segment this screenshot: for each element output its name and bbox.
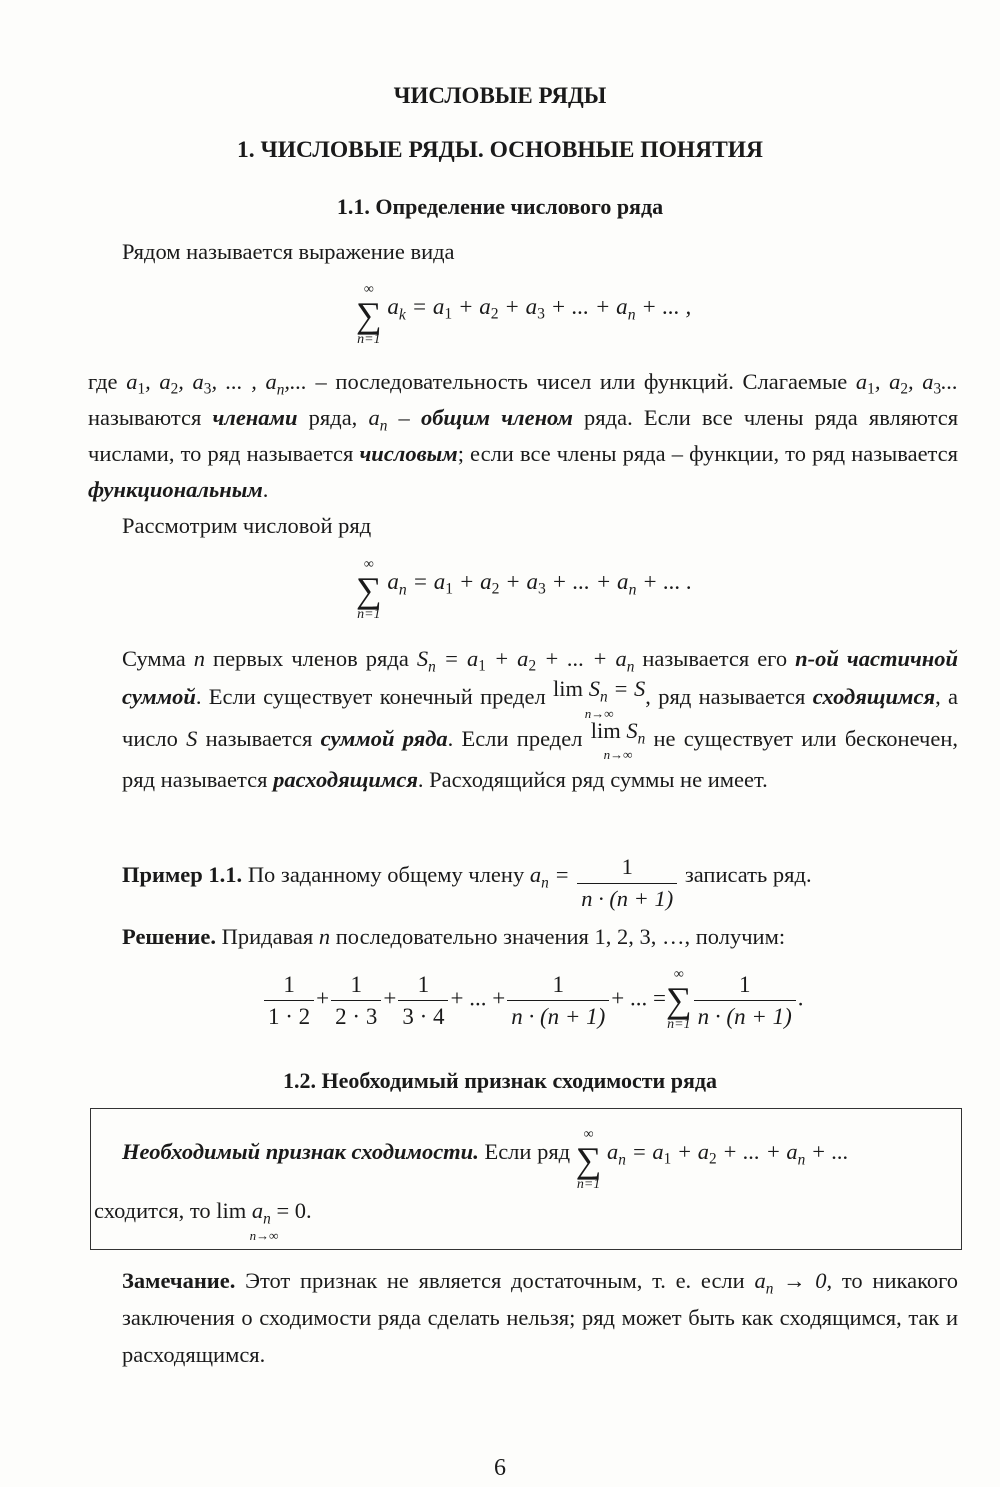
term-general-member: общим членом: [420, 405, 573, 430]
remark-label: Замечание.: [122, 1268, 236, 1293]
solution-label: Решение.: [122, 924, 216, 949]
term-numeric: числовым: [359, 441, 458, 466]
chapter-title: 1. ЧИСЛОВЫЕ РЯДЫ. ОСНОВНЫЕ ПОНЯТИЯ: [236, 137, 764, 163]
formula-numeric-series: ∞ ∑ n=1 $a_n = a_1 + a_2 + a_3$ + ... + $a_n$ + ... .: [356, 557, 693, 622]
term-divergent: расходящимся: [273, 767, 418, 793]
paragraph-consider: Рассмотрим числовой ряд: [122, 513, 372, 538]
part-title: ЧИСЛОВЫЕ РЯДЫ: [393, 83, 607, 108]
term-members: членами: [212, 405, 298, 430]
section-title-1-1: 1.1. Определение числового ряда: [336, 194, 664, 219]
theorem-line-1: Необходимый признак сходимости. Если ряд ∞ ∑ n=1 $a_n = a_1 + a_2$ + ... + $a_n$ + ...: [122, 1127, 849, 1192]
paragraph-definition: где $a_1$, $a_2$, $a_3$, ... , $a_n$,... – последовательность чисел или функций. Слагаемые $a_1$, $a_2$, $a_3$... называются членами ряда, $a_n$ – общим членом ряда. Если все члены ряда являются числами, то ряд называется числовым; если все члены ряда – функции, то ряд называется функциональным.: [88, 369, 959, 502]
term-functional: функциональным: [88, 477, 263, 502]
formula-series-general: ∞ ∑ n=1 $a_k = a_1 + a_2 + a_3$ + ... + $a_n$ + ... ,: [356, 282, 692, 347]
example-line: Пример 1.1. По заданному общему члену $a_n$ = $\frac{1}{n \cdot (n + 1)}$ записать ряд.: [122, 854, 812, 911]
paragraph-remark: Замечание. Этот признак не является достаточным, т. е. если $a_n \to 0$, то никакого заключения о сходимости ряда сделать нельзя; ряд может быть как сходящимся, так и расходящимся.: [122, 1268, 959, 1368]
page-number: 6: [494, 1455, 506, 1481]
solution-line: Решение. Придавая n последовательно значения 1, 2, 3, …, получим:: [122, 924, 786, 949]
term-sum: суммой ряда: [320, 725, 448, 751]
section-title-1-2: 1.2. Необходимый признак сходимости ряда: [282, 1068, 717, 1093]
example-label: Пример 1.1.: [122, 862, 243, 888]
paragraph-partial-sum: Сумма n первых членов ряда $S_n = a_1 + a_2$ + ... + $a_n$ называется его n-ой частичной суммой. Если существует конечный предел $\lim S_n = S$ n→∞ , ряд называется сходящимся, а число S называется суммой ряда. Если предел $\lim S_n$ n→∞ не существует или бесконечен, ряд называется расходящимся. Расходящийся ряд суммы не имеет.: [122, 646, 959, 793]
term-partial-sum: n-ой частичной суммой: [122, 646, 959, 710]
paragraph-intro: Рядом называется выражение вида: [122, 239, 455, 264]
formula-example-series: $\frac{1}{1 \cdot 2}$ + $\frac{1}{2 \cdot 3}$ + $\frac{1}{3 \cdot 4}$ + ... + $\frac{1}{n \cdot (n + 1)}$ + ... = ∞ ∑ n=1 $\frac{1}{n \cdot (n + 1)}$ .: [262, 968, 804, 1032]
term-convergent: сходящимся: [812, 684, 936, 710]
theorem-line-2: сходится, то $\lim a_n = 0$. n→∞: [94, 1198, 312, 1243]
theorem-label: Необходимый признак сходимости.: [122, 1139, 479, 1165]
